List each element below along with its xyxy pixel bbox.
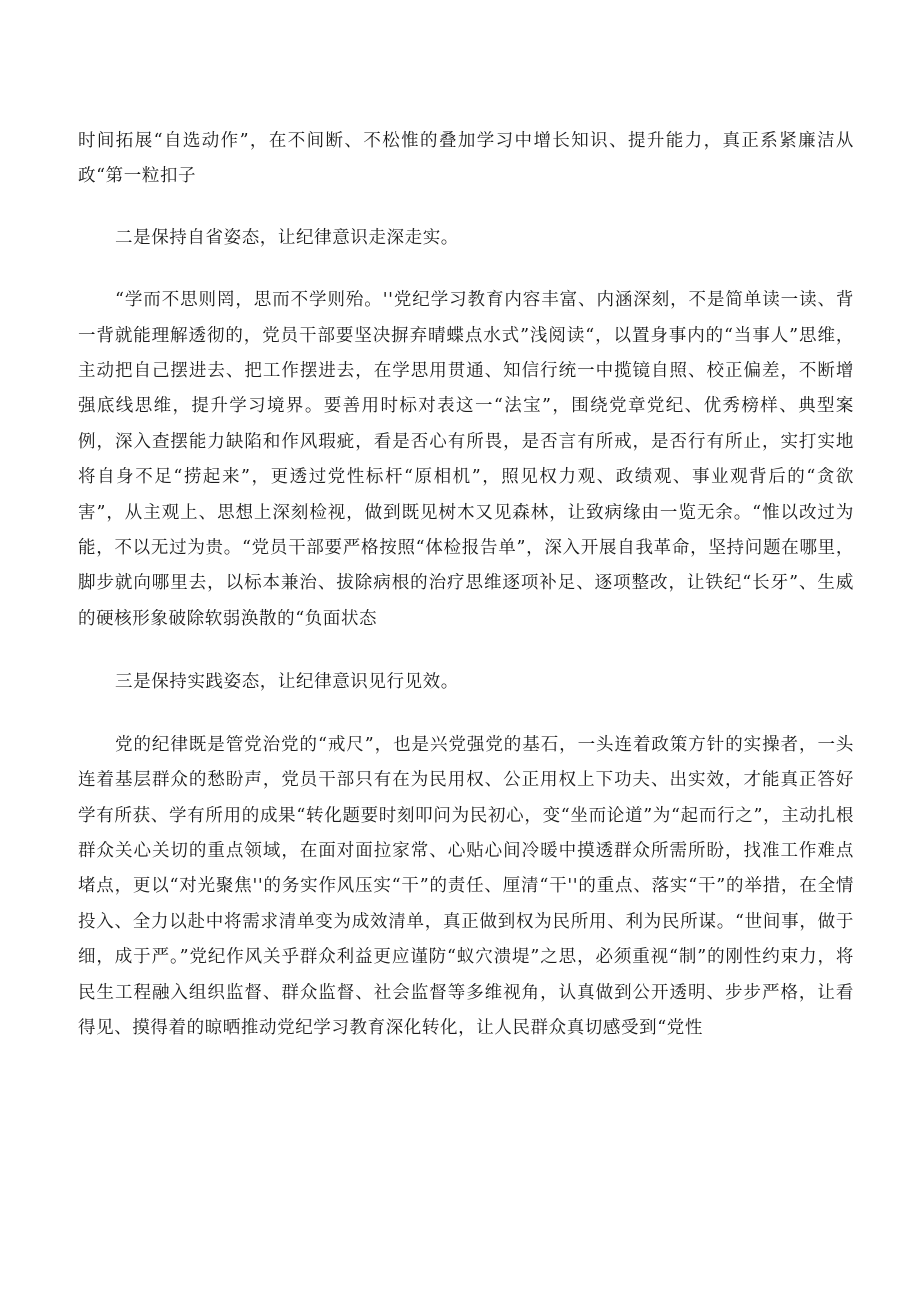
- paragraph-self-reflection: “学而不思则罔，思而不学则殆。''党纪学习教育内容丰富、内涵深刻，不是简单读一读、背一背就能理解透彻的，党员干部要坚决摒弃晴蝶点水式”浅阅读“，以置身事内的“当事人”思维，主动把自己摆进去、把工作摆进去，在学思用贯通、知信行统一中揽镜自照、校正偏差，不断增强底线思维，提升学习境界。要善用时标对表这一“法宝”，围绕党章党纪、优秀榜样、典型案例，深入查摆能力缺陷和作风瑕疵，看是否心有所畏，是否言有所戒，是否行有所止，实打实地将自身不足“捞起来”，更透过党性标杆“原相机”，照见权力观、政绩观、事业观背后的“贪欲害”，从主观上、思想上深刻检视，做到既见树木又见森林，让致病缘由一览无余。“惟以改过为能，不以无过为贵。“党员干部要严格按照“体检报告单”，深入开展自我革命，坚持问题在哪里，脚步就向哪里去，以标本兼治、拔除病根的治疗思维逐项补足、逐项整改，让铁纪“长牙”、生威的硬核形象破除软弱涣散的“负面状态: [78, 290, 854, 629]
- section-heading-two: 二是保持自省姿态，让纪律意识走深走实。: [115, 227, 459, 248]
- document-page: [78, 124, 854, 1046]
- paragraph-practice: 党的纪律既是管党治党的“戒尺”，也是兴党强党的基石，一头连着政策方针的实操者，一头连着基层群众的愁盼声，党员干部只有在为民用权、公正用权上下功夫、出实效，才能真正答好学有所获、学有所用的成果“转化题要时刻叩问为民初心，变“坐而论道”为“起而行之”，主动扎根群众关心关切的重点领域，在面对面拉家常、心贴心间冷暖中摸透群众所需所盼，找准工作难点堵点，更以“对光聚焦''的务实作风压实“干”的责任、厘清“干''的重点、落实“干”的举措，在全情投入、全力以赴中将需求清单变为成效清单，真正做到权为民所用、利为民所谋。“世间事，做于细，成于严。”党纪作风关乎群众利益更应谨防“蚁穴溃堤”之思，必须重视“制”的刚性约束力，将民生工程融入组织监督、群众监督、社会监督等多维视角，认真做到公开透明、步步严格，让看得见、摸得着的晾晒推动党纪学习教育深化转化，让人民群众真切感受到“党性: [78, 734, 854, 1038]
- section-heading-three: 三是保持实践姿态，让纪律意识见行见效。: [115, 672, 459, 693]
- paragraph-continuation: 时间拓展“自选动作”，在不间断、不松惟的叠加学习中增长知识、提升能力，真正系紧廉洁从政“第一粒扣子: [78, 131, 854, 187]
